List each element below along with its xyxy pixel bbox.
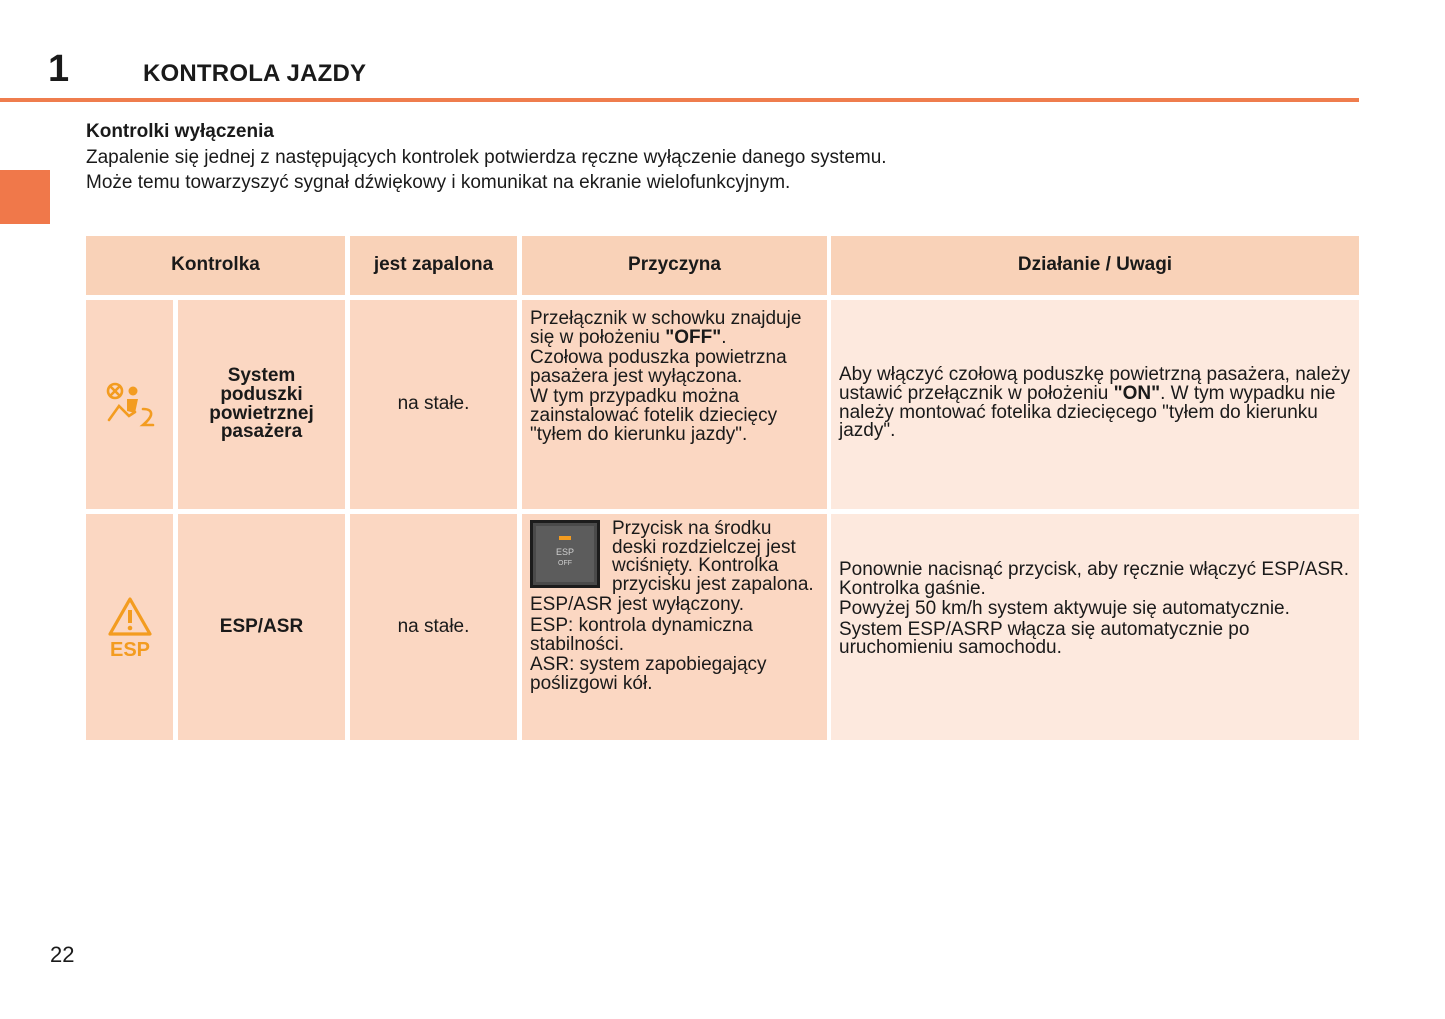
table-row-airbag-name bbox=[178, 300, 345, 509]
table-row-esp-cause bbox=[522, 514, 827, 740]
chapter-title: KONTROLA JAZDY bbox=[143, 60, 367, 87]
cause-paragraph: W tym przypadku można zainstalować fotelik dziecięcy "tyłem do kierunku jazdy". bbox=[530, 386, 778, 445]
cause-paragraph: ASR: system zapobiegający poślizgowi kół. bbox=[530, 654, 767, 694]
intro-section bbox=[86, 119, 887, 196]
table-row-esp-icon-cell bbox=[86, 514, 173, 740]
table-row-airbag-action bbox=[831, 300, 1359, 509]
intro-line: Zapalenie się jednej z następujących kontrolek potwierdza ręczne wyłączenie danego systemu. bbox=[86, 146, 887, 168]
intro-line: Może temu towarzyszyć sygnał dźwiękowy i komunikat na ekranie wielofunkcyjnym. bbox=[86, 172, 791, 193]
name-line: pasażera bbox=[220, 421, 303, 443]
cause-paragraph bbox=[530, 310, 820, 347]
on-label: "ON" bbox=[1113, 382, 1161, 404]
state-text: na stałe. bbox=[397, 615, 470, 637]
cause-paragraph: Przycisk na środku deski rozdzielczej jest wciśnięty. Kontrolka przycisku jest zapalona. bbox=[612, 518, 814, 595]
cause-paragraph: ESP: kontrola dynamiczna stabilności. bbox=[530, 614, 753, 655]
action-paragraph: Powyżej 50 km/h system aktywuje się automatycznie. bbox=[839, 598, 1290, 620]
name-line: poduszki bbox=[220, 383, 303, 405]
section-heading: Kontrolki wyłączenia bbox=[86, 121, 274, 142]
page-number: 22 bbox=[50, 942, 75, 967]
name-text: ESP/ASR bbox=[219, 615, 304, 637]
action-text: . W tym wypadku nie należy montować fotelika dziecięcego "tyłem do kierunku jazdy". bbox=[839, 382, 1336, 442]
action-paragraph: System ESP/ASRP włącza się automatycznie po uruchomieniu samochodu. bbox=[839, 618, 1250, 659]
column-header-state: jest zapalona bbox=[350, 236, 517, 295]
header-rule bbox=[0, 98, 1359, 102]
button-label-off: OFF bbox=[558, 560, 572, 567]
cause-text: Przełącznik w schowku znajduje się w położeniu bbox=[530, 308, 802, 348]
action-paragraph: Ponownie nacisnąć przycisk, aby ręcznie włączyć ESP/ASR. Kontrolka gaśnie. bbox=[839, 559, 1350, 599]
warning-lights-table bbox=[86, 236, 1359, 740]
table-row-esp-name bbox=[178, 514, 345, 740]
table-row-esp-action bbox=[831, 514, 1359, 740]
cause-text: . bbox=[721, 326, 727, 348]
chapter-side-tab bbox=[0, 170, 50, 224]
button-label-esp: ESP bbox=[555, 547, 575, 557]
chapter-number: 1 bbox=[48, 48, 70, 90]
name-line: powietrznej bbox=[209, 402, 314, 424]
cause-paragraph: ESP/ASR jest wyłączony. bbox=[530, 594, 745, 616]
airbag-off-icon bbox=[105, 382, 155, 428]
esp-icon-label: ESP bbox=[109, 639, 150, 658]
table-row-airbag-icon-cell bbox=[86, 300, 173, 509]
action-paragraph bbox=[839, 366, 1351, 440]
column-header-cause: Przyczyna bbox=[522, 236, 827, 295]
table-row-airbag-state bbox=[350, 300, 517, 509]
table-row-esp-state bbox=[350, 514, 517, 740]
column-header-kontrolka: Kontrolka bbox=[86, 236, 345, 295]
name-line: System bbox=[227, 365, 296, 387]
action-text: Aby włączyć czołową poduszkę powietrzną pasażera, należy ustawić przełącznik w położeniu bbox=[839, 364, 1351, 404]
state-text: na stałe. bbox=[397, 393, 470, 415]
off-label: "OFF" bbox=[665, 326, 722, 348]
esp-warning-icon bbox=[107, 596, 153, 658]
esp-off-button-icon bbox=[530, 520, 600, 588]
column-header-action: Działanie / Uwagi bbox=[831, 236, 1359, 295]
cause-paragraph: Czołowa poduszka powietrzna pasażera jest wyłączona. bbox=[530, 347, 787, 387]
table-row-airbag-cause bbox=[522, 300, 827, 509]
